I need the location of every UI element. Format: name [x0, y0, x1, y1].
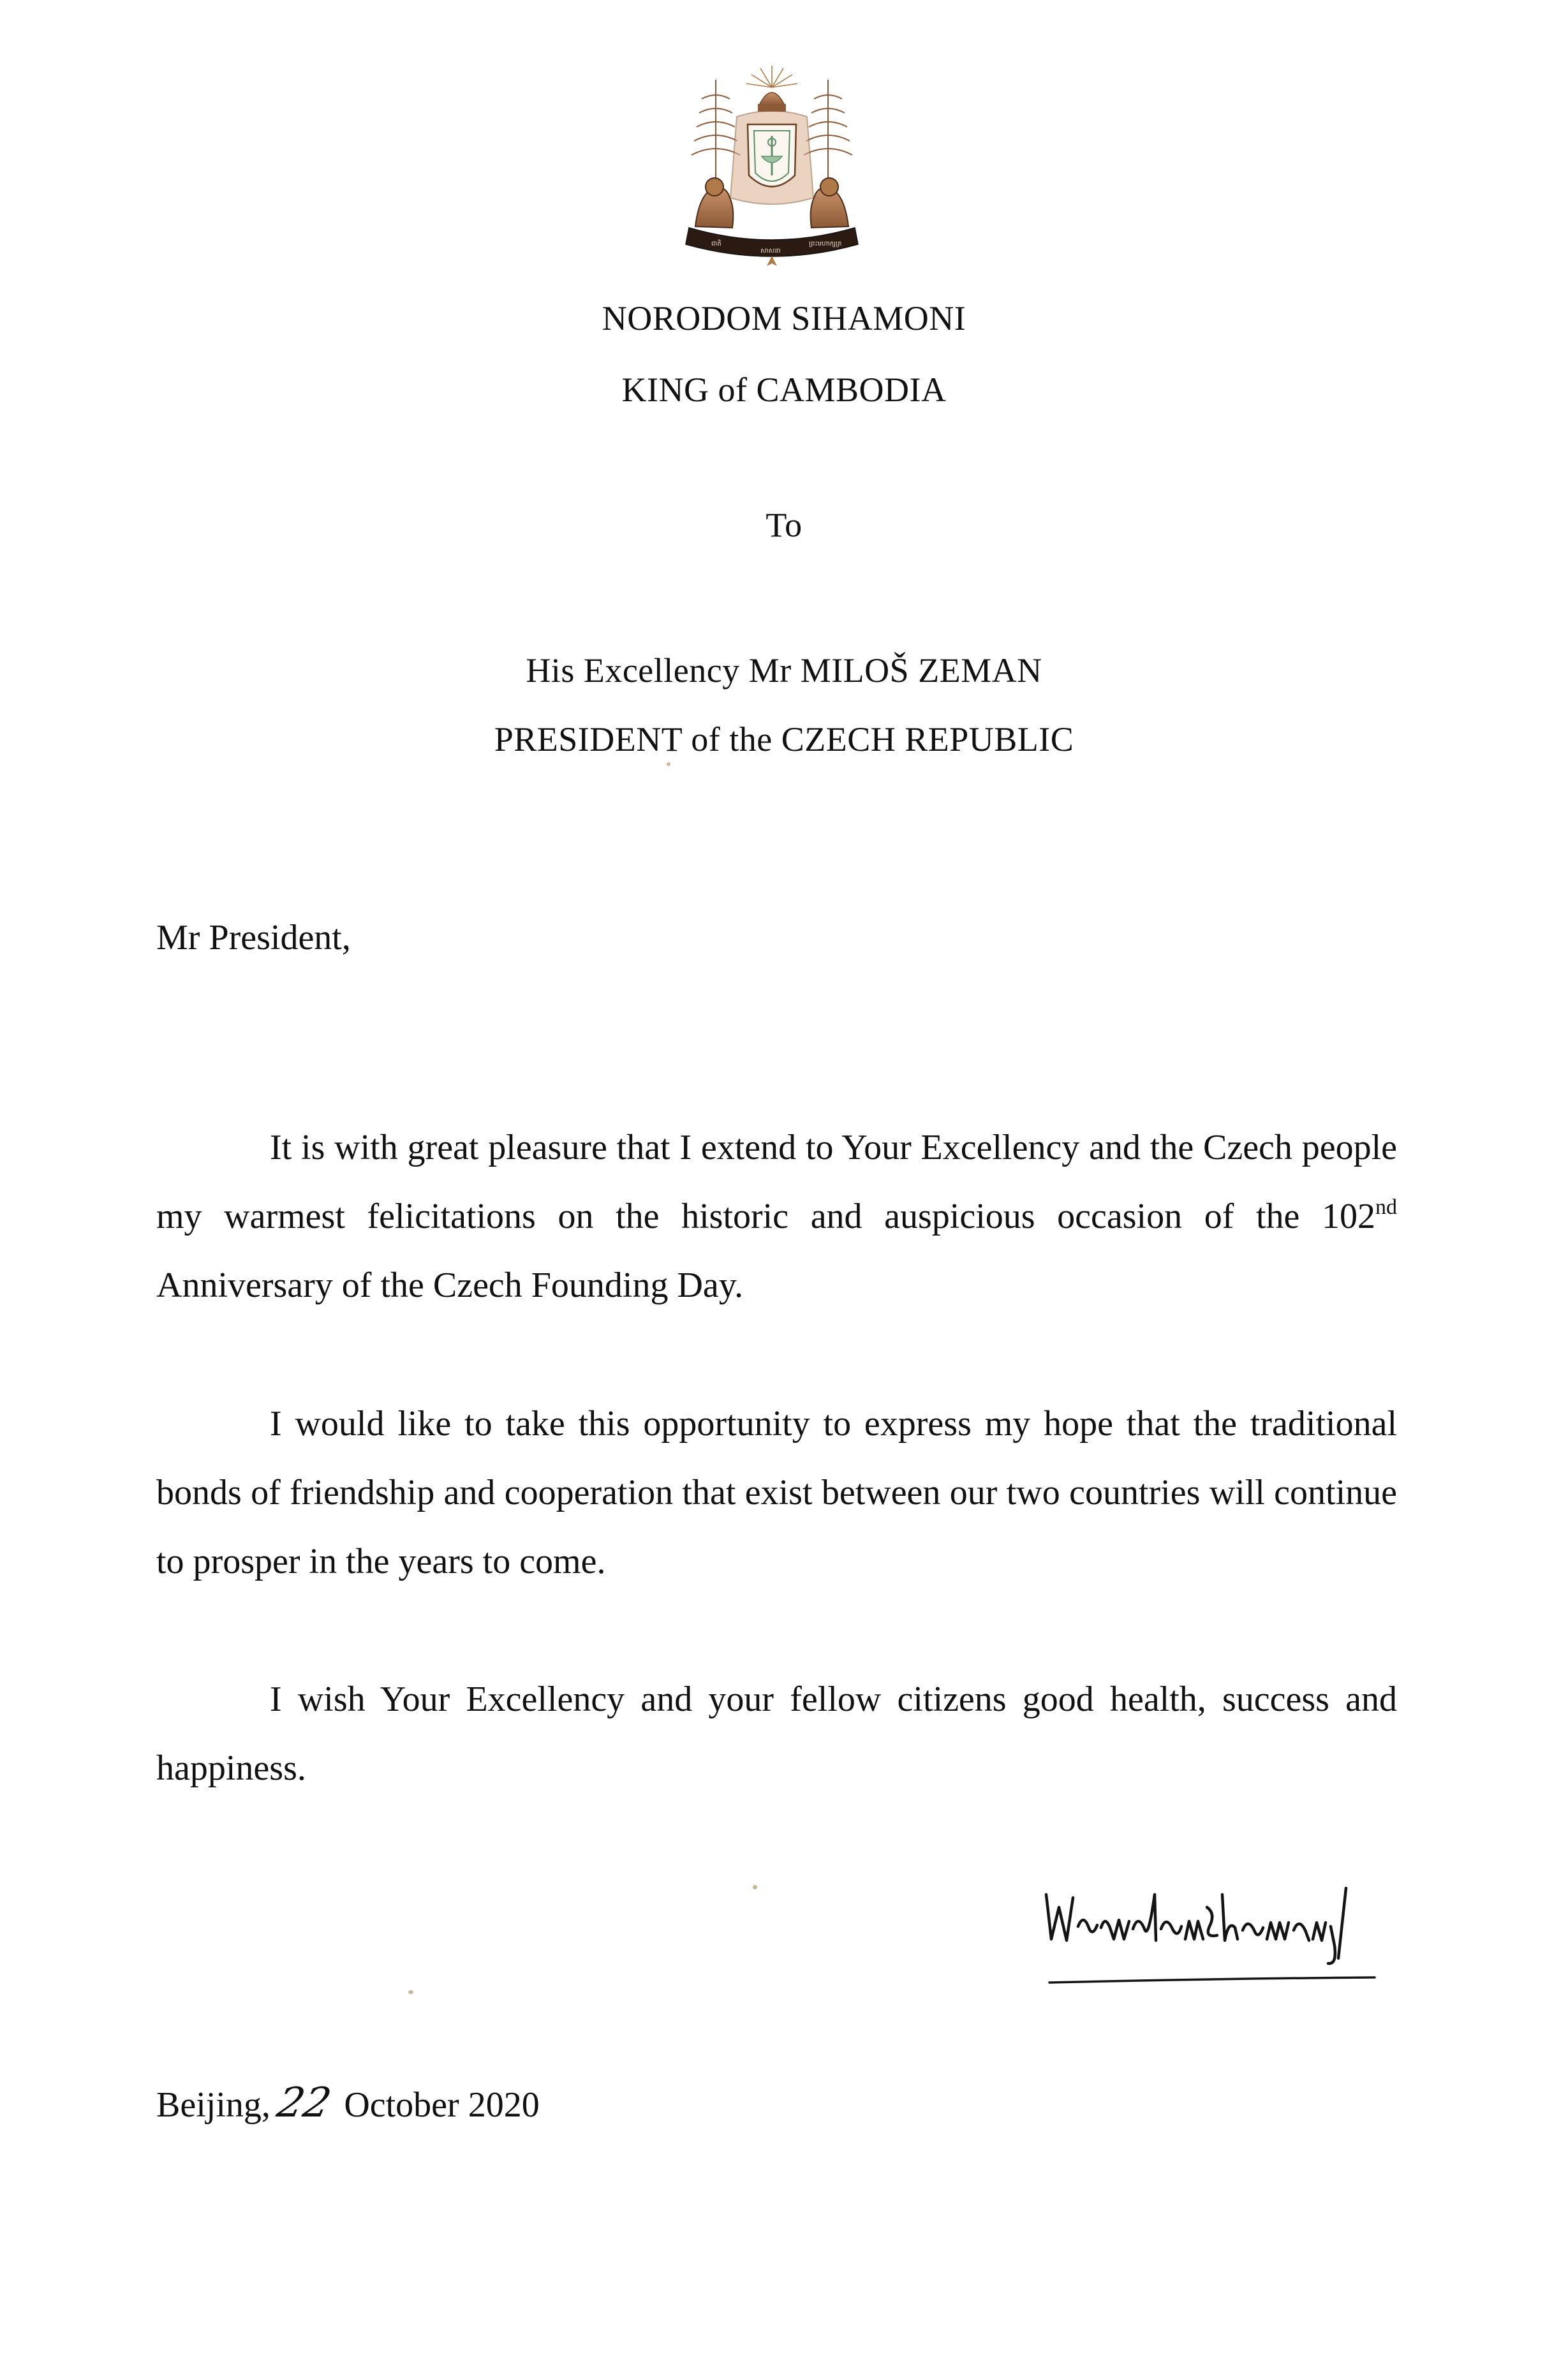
recipient-title: PRESIDENT of the CZECH REPUBLIC: [494, 720, 1074, 758]
ribbon-word-religion: សាសនា: [760, 247, 781, 255]
paragraph-friendship: I would like to take this opportunity to express my hope that the traditional bonds of friendship and cooperation that exist between our two countries will continue to prosper in the years to come.: [156, 1404, 1397, 1581]
royal-coat-of-arms-icon: [676, 61, 868, 271]
recipient-name: His Excellency Mr MILOŠ ZEMAN: [526, 651, 1042, 690]
paper-speck: [753, 1885, 757, 1889]
month-year: October 2020: [344, 2085, 540, 2125]
date-line: [156, 2079, 540, 2127]
paragraph-1-text-end: Anniversary of the Czech Founding Day.: [156, 1266, 744, 1305]
ribbon-word-nation: ជាតិ: [711, 240, 721, 247]
paragraph-wishes: I wish Your Excellency and your fellow citizens good health, success and happiness.: [156, 1680, 1397, 1788]
ordinal-suffix: nd: [1375, 1195, 1397, 1219]
salutation: Mr President,: [156, 918, 351, 957]
handwritten-signature-icon: [1033, 1869, 1397, 1997]
handwritten-day: 22: [273, 2079, 336, 2127]
place-name: Beijing,: [156, 2085, 270, 2125]
sender-title: KING of CAMBODIA: [621, 371, 947, 409]
ribbon-word-king: ព្រះមហាក្សត្រ: [809, 240, 842, 247]
paragraph-1-text: It is with great pleasure that I extend to Your Excellency and the Czech people my warmest felicitations on the historic and auspicious occasion of the 102: [156, 1128, 1397, 1236]
paper-speck: [667, 762, 670, 766]
paragraph-felicitations: [156, 1113, 1397, 1320]
to-label: To: [766, 506, 802, 544]
paper-speck: [408, 1990, 413, 1994]
sender-name: NORODOM SIHAMONI: [602, 299, 966, 337]
